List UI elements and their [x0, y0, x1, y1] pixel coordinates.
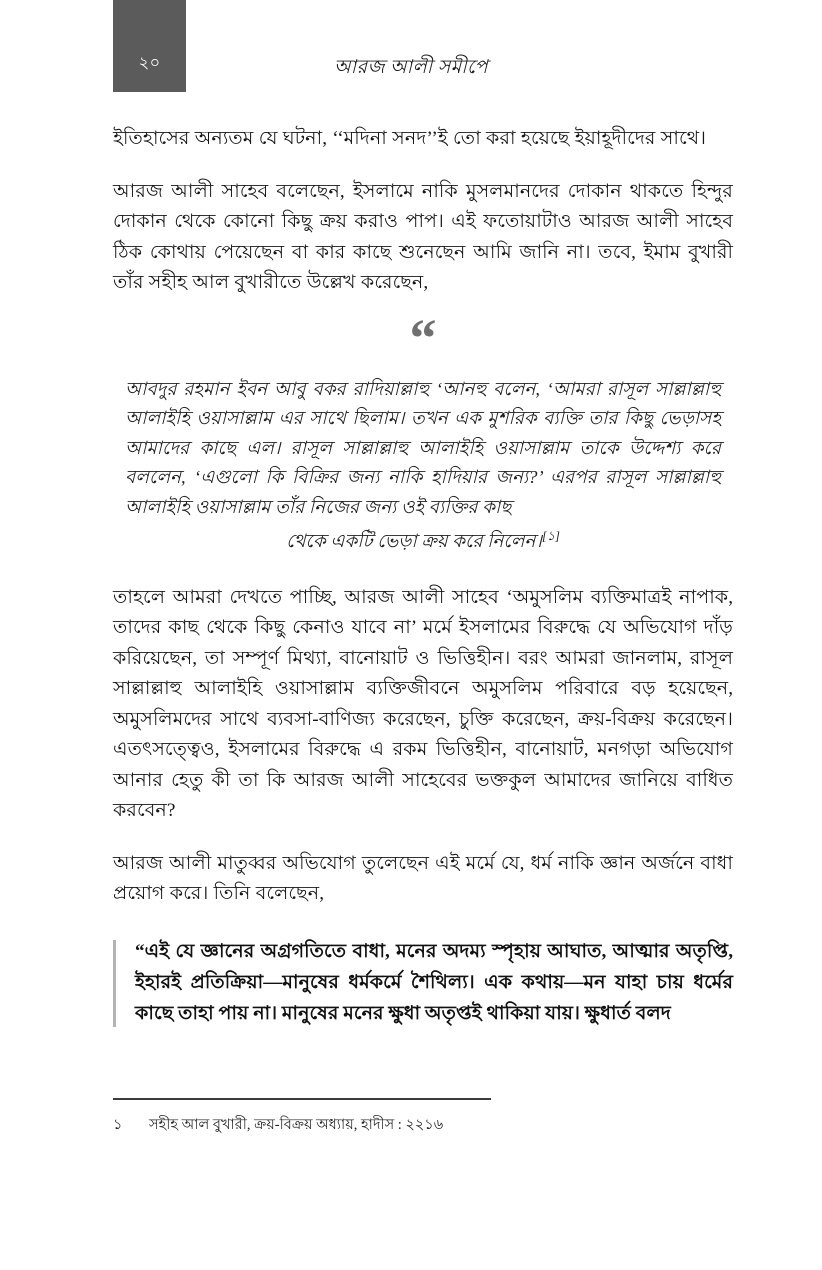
hadith-text-wrapper: [125, 375, 721, 557]
paragraph-4: আরজ আলী মাতুব্বর অভিযোগ তুলেছেন এই মর্মে যে, ধর্ম নাকি জ্ঞান অর্জনে বাধা প্রয়োগ করে। তিনি বলেছেন,: [113, 852, 733, 905]
running-header: [0, 0, 822, 93]
quote-left-rule: [113, 940, 116, 1027]
paragraph-2: আরজ আলী সাহেব বলেছেন, ইসলামে নাকি মুসলমানদের দোকান থাকতে হিন্দুর দোকান থেকে কোনো কিছু ক্রয় করাও পাপ। এই ফতোয়াটাও আরজ আলী সাহেব ঠিক কোথায় পেয়েছেন বা কার কাছে শুনেছেন আমি জানি না। তবে, ইমাম বুখারী তাঁর সহীহ আল বুখারীতে উল্লেখ করেছেন,: [113, 180, 733, 293]
footnote-reference[interactable]: [১]: [542, 529, 560, 543]
footnote-area: [113, 1098, 733, 1136]
page-number: ২০: [138, 54, 161, 72]
hadith-last-line: [125, 522, 721, 557]
quote-mark-icon: “: [409, 307, 437, 368]
paragraph-3: তাহলে আমরা দেখতে পাচ্ছি, আরজ আলী সাহেব ‘অমুসলিম ব্যক্তিমাত্রই নাপাক, তাদের কাছ থেকে কিছু কেনাও যাবে না’ মর্মে ইসলামের বিরুদ্ধে যে অভিযোগ দাঁড় করিয়েছেন, তা সম্পূর্ণ মিথ্যা, বানোয়াট ও ভিত্তিহীন। বরং আমরা জানলাম, রাসূল সাল্লাল্লাহু আলাইহি ওয়াসাল্লাম ব্যক্তিজীবনে অমুসলিম পরিবারে বড় হয়েছেন, অমুসলিমদের সাথে ব্যবসা-বাণিজ্য করেছেন, চুক্তি করেছেন, ক্রয়-বিক্রয় করেছেন। এতৎসত্ত্বেও, ইসলামের বিরুদ্ধে এ রকম ভিত্তিহীন, বানোয়াট, মনগড়া অভিযোগ আনার হেতু কী তা কি আরজ আলী সাহেবের ভক্তকুল আমাদের জানিয়ে বাধিত করবেন?: [113, 586, 733, 822]
hadith-text: আবদুর রহমান ইবন আবু বকর রাদিয়াল্লাহু ‘আনহু বলেন, ‘আমরা রাসূল সাল্লাল্লাহু আলাইহি ওয়াসাল্লাম এর সাথে ছিলাম। তখন এক মুশরিক ব্যক্তি তার কিছু ভেড়াসহ আমাদের কাছে এল। রাসূল সাল্লাল্লাহু আলাইহি ওয়াসাল্লাম তাকে উদ্দেশ্য করে বললেন, ‘এগুলো কি বিক্রির জন্য নাকি হাদিয়ার জন্য?’ এরপর রাসূল সাল্লাল্লাহু আলাইহি ওয়াসাল্লাম তাঁর নিজের জন্য ওই ব্যক্তির কাছ: [125, 378, 721, 517]
page-content: [113, 124, 733, 1029]
bar-blockquote: [113, 936, 733, 1029]
footnote-item: [113, 1114, 733, 1136]
hadith-last-line-text: থেকে একটি ভেড়া ক্রয় করে নিলেন।: [286, 531, 542, 552]
paragraph-1: ইতিহাসের অন্যতম যে ঘটনা, ‘‘মদিনা সনদ’’ই তো করা হয়েছে ইয়াহূদীদের সাথে।: [113, 128, 706, 149]
footnote-marker: ১: [113, 1117, 123, 1133]
footnote-text: সহীহ আল বুখারী, ক্রয়-বিক্রয় অধ্যায়, হাদীস : ২২১৬: [149, 1117, 444, 1133]
running-title: আরজ আলী সমীপে: [334, 57, 488, 78]
bar-quote-text: “এই যে জ্ঞানের অগ্রগতিতে বাধা, মনের অদম্য স্পৃহায় আঘাত, আত্মার অতৃপ্তি, ইহারই প্রতিক্রিয়া—মানুষের ধর্মকর্মে শৈথিল্য। এক কথায়—মন যাহা চায় ধর্মের কাছে তাহা পায় না। মানুষের মনের ক্ষুধা অতৃপ্তই থাকিয়া যায়। ক্ষুধার্ত বলদ: [135, 940, 733, 1024]
footnote-separator: [113, 1098, 491, 1100]
hadith-blockquote: [113, 375, 733, 557]
